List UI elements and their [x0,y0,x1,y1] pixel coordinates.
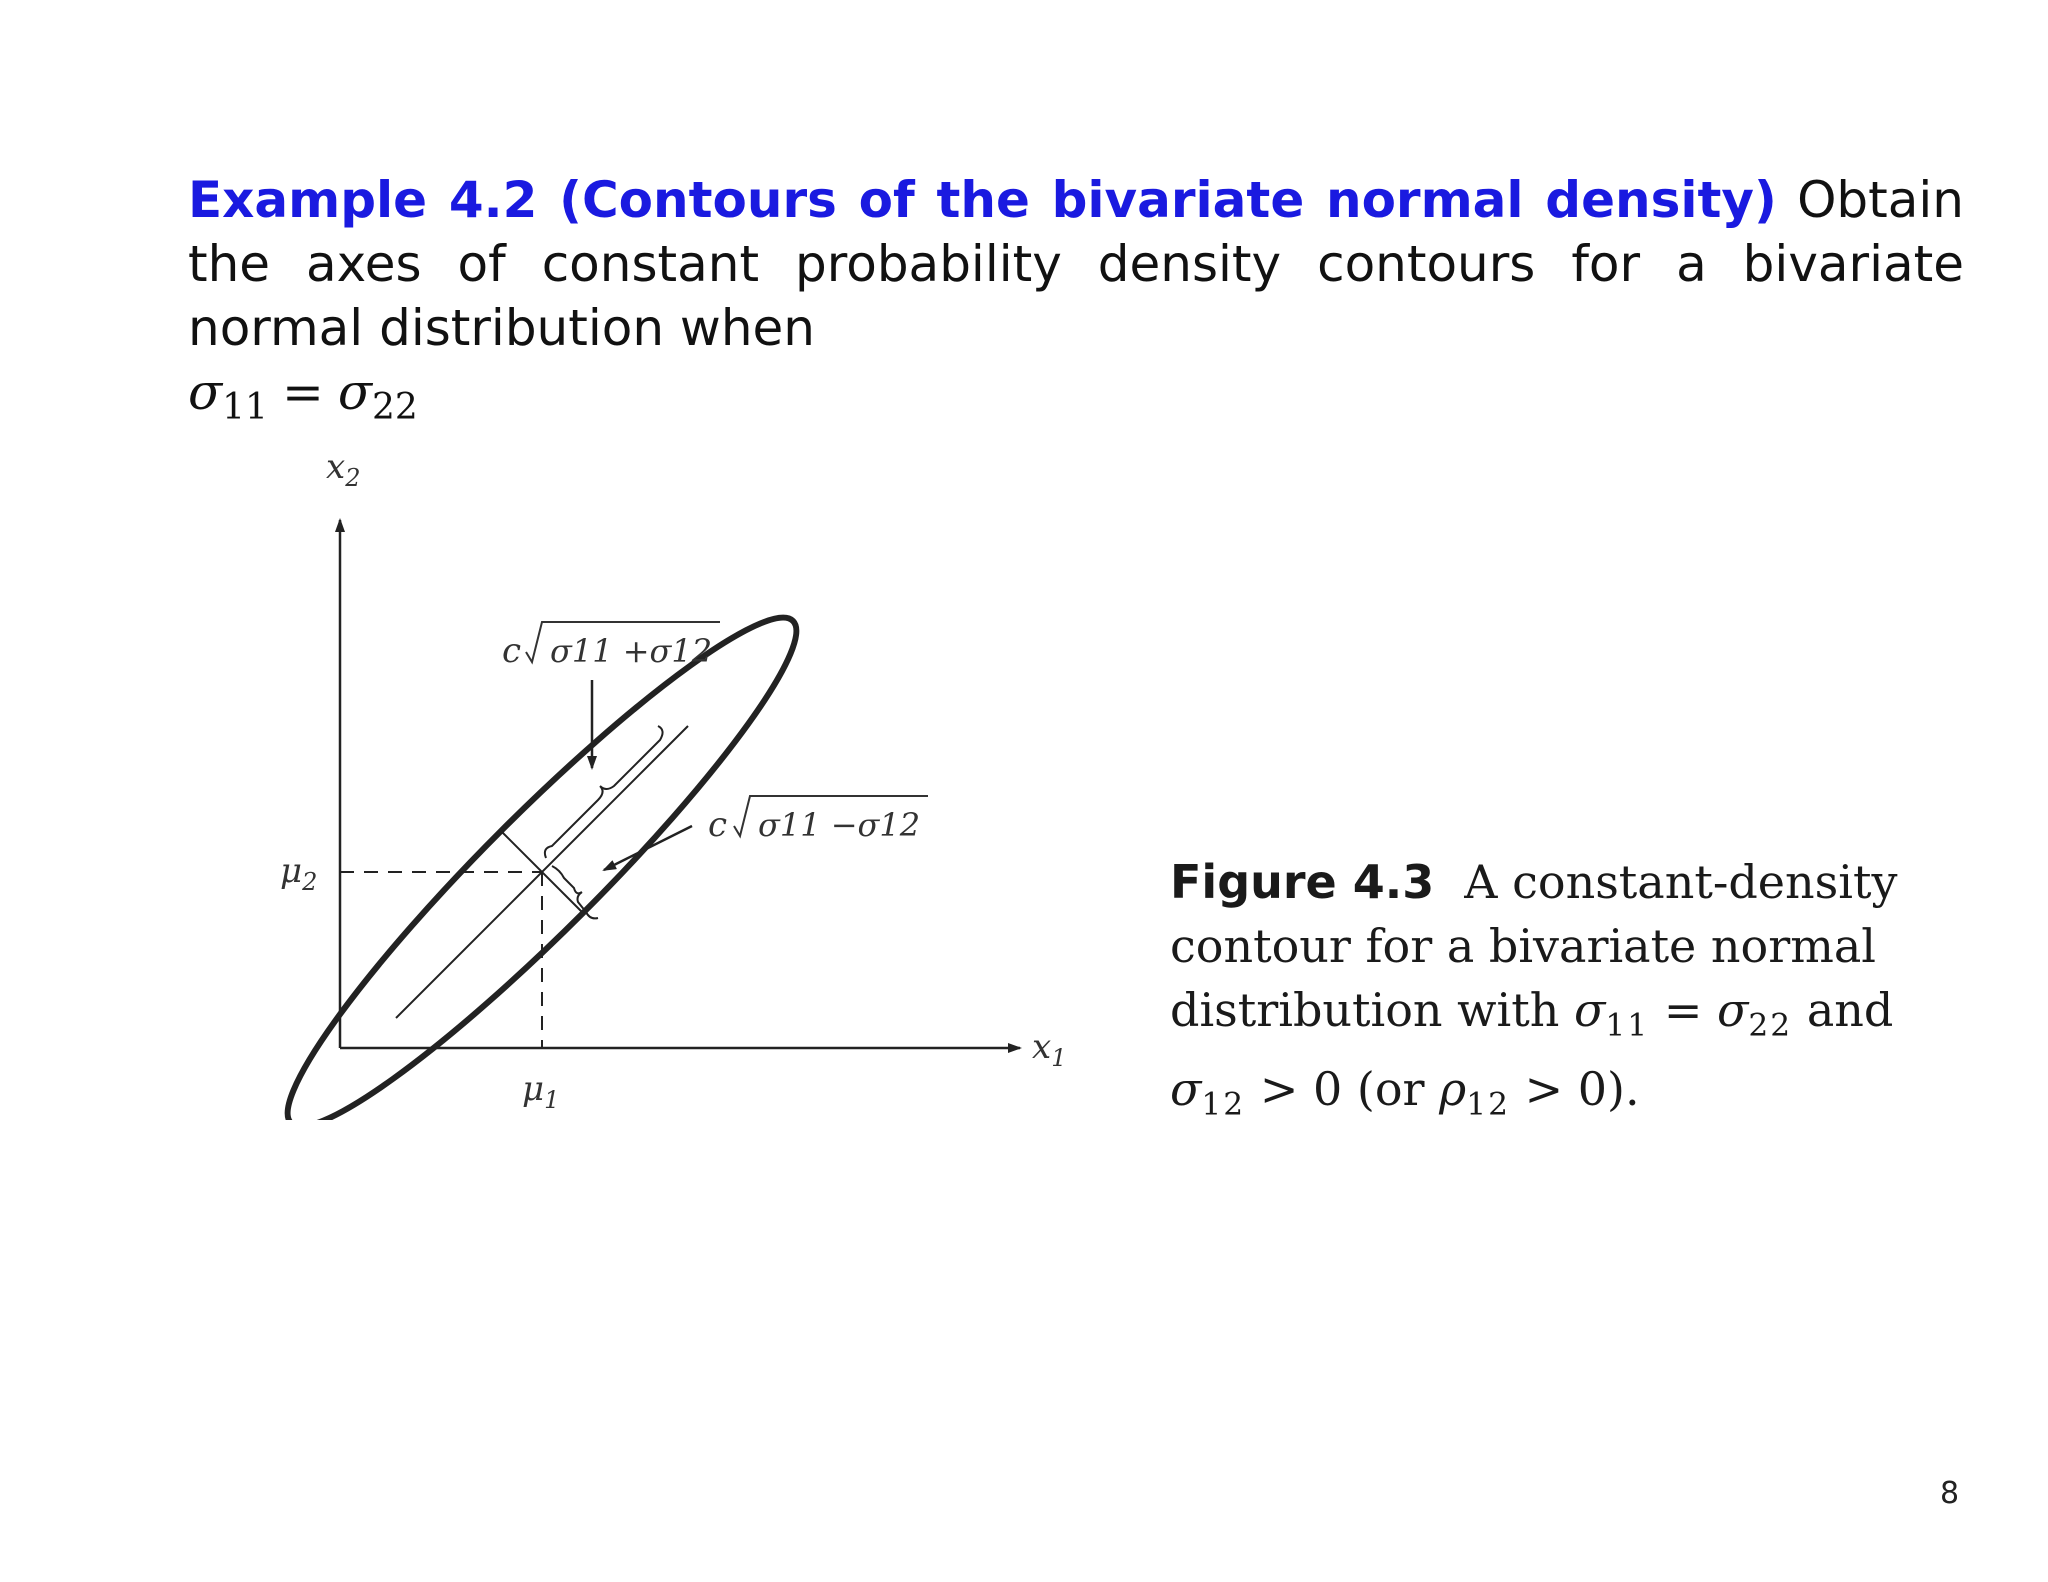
mu2-label: $\mu_2$ [280,851,318,896]
mu1-label: $\mu_1$ [522,1069,560,1114]
x1-axis-label: $x_1$ [1032,1027,1067,1072]
caption-line4: $\sigma_{12} > 0$ (or $\rho_{12} > 0$). [1170,1062,1640,1123]
figure-caption [1170,850,1950,1137]
major-axis-length-label [502,622,720,671]
example-paragraph [188,168,1964,440]
example-heading: Example 4.2 (Contours of the bivariate normal density) [188,171,1777,229]
caption-line3: distribution with $\sigma_{11} = \sigma_{22}$ and [1170,983,1894,1044]
minor-axis-length-label [708,796,928,845]
x2-axis-label: $x_2$ [326,447,361,492]
major-brace [545,726,663,858]
svg-text:σ11 −σ12: σ11 −σ12 [758,806,921,844]
figure-label: Figure 4.3 [1170,855,1435,909]
sigma-condition: $\sigma_{11} = \sigma_{22}$ [188,363,418,429]
contour-figure [260,440,1140,1120]
minor-brace [552,866,598,918]
caption-line2: contour for a bivariate normal [1170,919,1876,973]
svg-text:σ11 +σ12: σ11 +σ12 [550,632,713,670]
minor-pointer [604,826,692,870]
svg-text:c: c [708,805,728,845]
caption-line1: A constant-density [1464,855,1898,909]
example-body: Obtain the axes of constant probability density contours for a bivariate normal distribution when [188,171,1964,357]
page-number: 8 [1940,1476,1960,1511]
svg-text:c: c [502,631,522,671]
density-contour-ellipse [260,580,834,1120]
